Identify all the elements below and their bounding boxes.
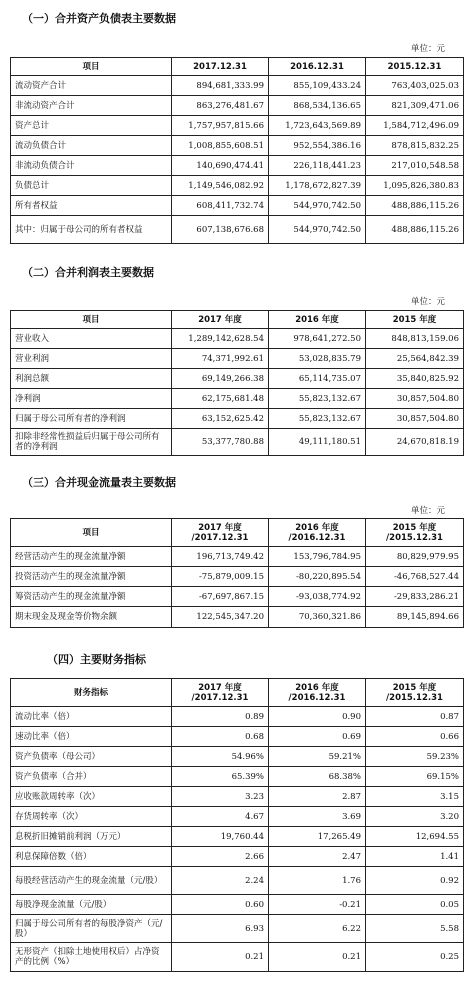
cell-value: 0.25	[366, 943, 464, 972]
col-header: 2015 年度 /2015.12.31	[366, 519, 464, 547]
cell-value: 2.66	[172, 847, 269, 867]
cell-value: 1,008,855,608.51	[172, 136, 269, 156]
cell-value: 59.23%	[366, 747, 464, 767]
row-label: 投资活动产生的现金流量净额	[11, 567, 172, 587]
table-row	[11, 136, 464, 156]
col-header: 项目	[11, 311, 172, 329]
row-label: 息税折旧摊销前利润（万元）	[11, 827, 172, 847]
cell-value: 89,145,894.66	[366, 607, 464, 628]
row-label: 负债总计	[11, 176, 172, 196]
cell-value: 62,175,681.48	[172, 389, 269, 409]
cell-value: 55,823,132.67	[269, 409, 366, 429]
table-row	[11, 895, 464, 915]
cell-value: 69,149,266.38	[172, 369, 269, 389]
cell-value: 0.21	[172, 943, 269, 972]
row-label: 利息保障倍数（倍）	[11, 847, 172, 867]
cell-value: 65.39%	[172, 767, 269, 787]
cell-value: 68.38%	[269, 767, 366, 787]
row-label: 应收账款周转率（次）	[11, 787, 172, 807]
row-label: 存货周转率（次）	[11, 807, 172, 827]
row-label: 资产负债率（母公司）	[11, 747, 172, 767]
cell-value: 122,545,347.20	[172, 607, 269, 628]
cell-value: 488,886,115.26	[366, 196, 464, 216]
cell-value: 1,289,142,628.54	[172, 329, 269, 349]
row-label: 资产总计	[11, 116, 172, 136]
row-label: 净利润	[11, 389, 172, 409]
col-header: 2016 年度	[269, 311, 366, 329]
cell-value: 74,371,992.61	[172, 349, 269, 369]
cell-value: 1.76	[269, 867, 366, 895]
col-header: 财务指标	[11, 679, 172, 707]
section-title-cash-flow: （三）合并现金流量表主要数据	[22, 476, 176, 489]
section-title-financial-indicators: （四）主要财务指标	[47, 653, 146, 666]
section-title-balance-sheet: （一）合并资产负债表主要数据	[22, 12, 176, 25]
cell-value: 217,010,548.58	[366, 156, 464, 176]
table-row	[11, 607, 464, 628]
col-header: 2017 年度 /2017.12.31	[172, 519, 269, 547]
cell-value: 3.15	[366, 787, 464, 807]
row-label: 非流动资产合计	[11, 96, 172, 116]
cell-value: 80,829,979.95	[366, 547, 464, 567]
cell-value: -93,038,774.92	[269, 587, 366, 607]
table-row	[11, 156, 464, 176]
financial-indicators-table	[10, 678, 464, 972]
cell-value: 30,857,504.80	[366, 409, 464, 429]
cell-value: 1,095,826,380.83	[366, 176, 464, 196]
col-header: 2015 年度	[366, 311, 464, 329]
cell-value: 1,757,957,815.66	[172, 116, 269, 136]
row-label: 非流动负债合计	[11, 156, 172, 176]
cell-value: -29,833,286.21	[366, 587, 464, 607]
col-header: 2016 年度 /2016.12.31	[269, 519, 366, 547]
cell-value: 855,109,433.24	[269, 76, 366, 96]
cell-value: -67,697,867.15	[172, 587, 269, 607]
cell-value: 608,411,732.74	[172, 196, 269, 216]
cell-value: 488,886,115.26	[366, 216, 464, 244]
row-label: 其中：归属于母公司的所有者权益	[11, 216, 172, 244]
row-label: 流动比率（倍）	[11, 707, 172, 727]
table-row	[11, 847, 464, 867]
cell-value: 3.23	[172, 787, 269, 807]
col-header: 项目	[11, 58, 172, 76]
cell-value: 59.21%	[269, 747, 366, 767]
cell-value: 1,723,643,569.89	[269, 116, 366, 136]
table-row	[11, 76, 464, 96]
cell-value: 894,681,333.99	[172, 76, 269, 96]
cell-value: 863,276,481.67	[172, 96, 269, 116]
row-label: 利润总额	[11, 369, 172, 389]
row-label: 速动比率（倍）	[11, 727, 172, 747]
col-header: 2017.12.31	[172, 58, 269, 76]
cell-value: 868,534,136.65	[269, 96, 366, 116]
table-row	[11, 116, 464, 136]
row-label: 归属于母公司所有者的净利润	[11, 409, 172, 429]
cell-value: 3.69	[269, 807, 366, 827]
cell-value: 952,554,386.16	[269, 136, 366, 156]
table-row	[11, 727, 464, 747]
cell-value: 2.24	[172, 867, 269, 895]
col-header: 2016 年度 /2016.12.31	[269, 679, 366, 707]
cell-value: 69.15%	[366, 767, 464, 787]
row-label: 营业利润	[11, 349, 172, 369]
cell-value: 19,760.44	[172, 827, 269, 847]
col-header: 项目	[11, 519, 172, 547]
row-label: 每股经营活动产生的现金流量（元/股）	[11, 867, 172, 895]
cell-value: 70,360,321.86	[269, 607, 366, 628]
cell-value: 821,309,471.06	[366, 96, 464, 116]
col-header: 2017 年度 /2017.12.31	[172, 679, 269, 707]
table-row	[11, 807, 464, 827]
col-header: 2017 年度	[172, 311, 269, 329]
table-row	[11, 747, 464, 767]
col-header: 2015 年度 /2015.12.31	[366, 679, 464, 707]
cell-value: 226,118,441.23	[269, 156, 366, 176]
unit-label: 单位：元	[411, 297, 446, 307]
cell-value: 24,670,818.19	[366, 429, 464, 456]
row-label: 期末现金及现金等价物余额	[11, 607, 172, 628]
row-label: 每股净现金流量（元/股）	[11, 895, 172, 915]
cell-value: 55,823,132.67	[269, 389, 366, 409]
cell-value: 63,152,625.42	[172, 409, 269, 429]
cell-value: -75,879,009.15	[172, 567, 269, 587]
cell-value: 0.92	[366, 867, 464, 895]
table-row	[11, 827, 464, 847]
cell-value: 0.05	[366, 895, 464, 915]
table-row	[11, 389, 464, 409]
row-label: 资产负债率（合并）	[11, 767, 172, 787]
table-row	[11, 196, 464, 216]
table-row	[11, 429, 464, 456]
table-row	[11, 216, 464, 244]
table-row	[11, 547, 464, 567]
cell-value: 49,111,180.51	[269, 429, 366, 456]
cell-value: 848,813,159.06	[366, 329, 464, 349]
row-label: 筹资活动产生的现金流量净额	[11, 587, 172, 607]
cell-value: 0.87	[366, 707, 464, 727]
row-label: 营业收入	[11, 329, 172, 349]
cell-value: 0.90	[269, 707, 366, 727]
row-label: 归属于母公司所有者的每股净资产（元/股）	[11, 915, 172, 943]
cell-value: 25,564,842.39	[366, 349, 464, 369]
table-row	[11, 349, 464, 369]
cell-value: 607,138,676.68	[172, 216, 269, 244]
unit-label: 单位：元	[411, 506, 446, 516]
cell-value: 763,403,025.03	[366, 76, 464, 96]
cell-value: 30,857,504.80	[366, 389, 464, 409]
cell-value: -0.21	[269, 895, 366, 915]
row-label: 流动负债合计	[11, 136, 172, 156]
section-title-income-statement: （二）合并利润表主要数据	[22, 266, 154, 279]
cell-value: 1,178,672,827.39	[269, 176, 366, 196]
table-row	[11, 915, 464, 943]
table-row	[11, 867, 464, 895]
cell-value: 0.68	[172, 727, 269, 747]
income-statement-table	[10, 310, 464, 456]
row-label: 流动资产合计	[11, 76, 172, 96]
table-row	[11, 96, 464, 116]
cell-value: -46,768,527.44	[366, 567, 464, 587]
row-label: 所有者权益	[11, 196, 172, 216]
cell-value: 140,690,474.41	[172, 156, 269, 176]
cell-value: -80,220,895.54	[269, 567, 366, 587]
cell-value: 544,970,742.50	[269, 216, 366, 244]
cell-value: 6.93	[172, 915, 269, 943]
cell-value: 878,815,832.25	[366, 136, 464, 156]
row-label: 扣除非经常性损益后归属于母公司所有者的净利润	[11, 429, 172, 456]
cell-value: 2.87	[269, 787, 366, 807]
balance-sheet-table	[10, 57, 464, 244]
table-row	[11, 409, 464, 429]
cell-value: 1,584,712,496.09	[366, 116, 464, 136]
cell-value: 6.22	[269, 915, 366, 943]
cell-value: 544,970,742.50	[269, 196, 366, 216]
table-row	[11, 567, 464, 587]
cell-value: 4.67	[172, 807, 269, 827]
cell-value: 17,265.49	[269, 827, 366, 847]
cell-value: 3.20	[366, 807, 464, 827]
table-row	[11, 943, 464, 972]
cell-value: 53,028,835.79	[269, 349, 366, 369]
cell-value: 196,713,749.42	[172, 547, 269, 567]
cell-value: 65,114,735.07	[269, 369, 366, 389]
cell-value: 1,149,546,082.92	[172, 176, 269, 196]
cell-value: 0.21	[269, 943, 366, 972]
col-header: 2015.12.31	[366, 58, 464, 76]
table-row	[11, 369, 464, 389]
col-header: 2016.12.31	[269, 58, 366, 76]
table-row	[11, 707, 464, 727]
cell-value: 54.96%	[172, 747, 269, 767]
row-label: 无形资产（扣除土地使用权后）占净资产的比例（%）	[11, 943, 172, 972]
cell-value: 0.60	[172, 895, 269, 915]
cell-value: 12,694.55	[366, 827, 464, 847]
row-label: 经营活动产生的现金流量净额	[11, 547, 172, 567]
cell-value: 35,840,825.92	[366, 369, 464, 389]
cell-value: 153,796,784.95	[269, 547, 366, 567]
cell-value: 1.41	[366, 847, 464, 867]
cell-value: 0.69	[269, 727, 366, 747]
unit-label: 单位：元	[411, 44, 446, 54]
table-row	[11, 767, 464, 787]
cell-value: 5.58	[366, 915, 464, 943]
table-row	[11, 176, 464, 196]
table-row	[11, 329, 464, 349]
cell-value: 978,641,272.50	[269, 329, 366, 349]
table-row	[11, 587, 464, 607]
cell-value: 53,377,780.88	[172, 429, 269, 456]
cell-value: 0.66	[366, 727, 464, 747]
cell-value: 2.47	[269, 847, 366, 867]
cell-value: 0.89	[172, 707, 269, 727]
cash-flow-table	[10, 518, 464, 628]
table-row	[11, 787, 464, 807]
